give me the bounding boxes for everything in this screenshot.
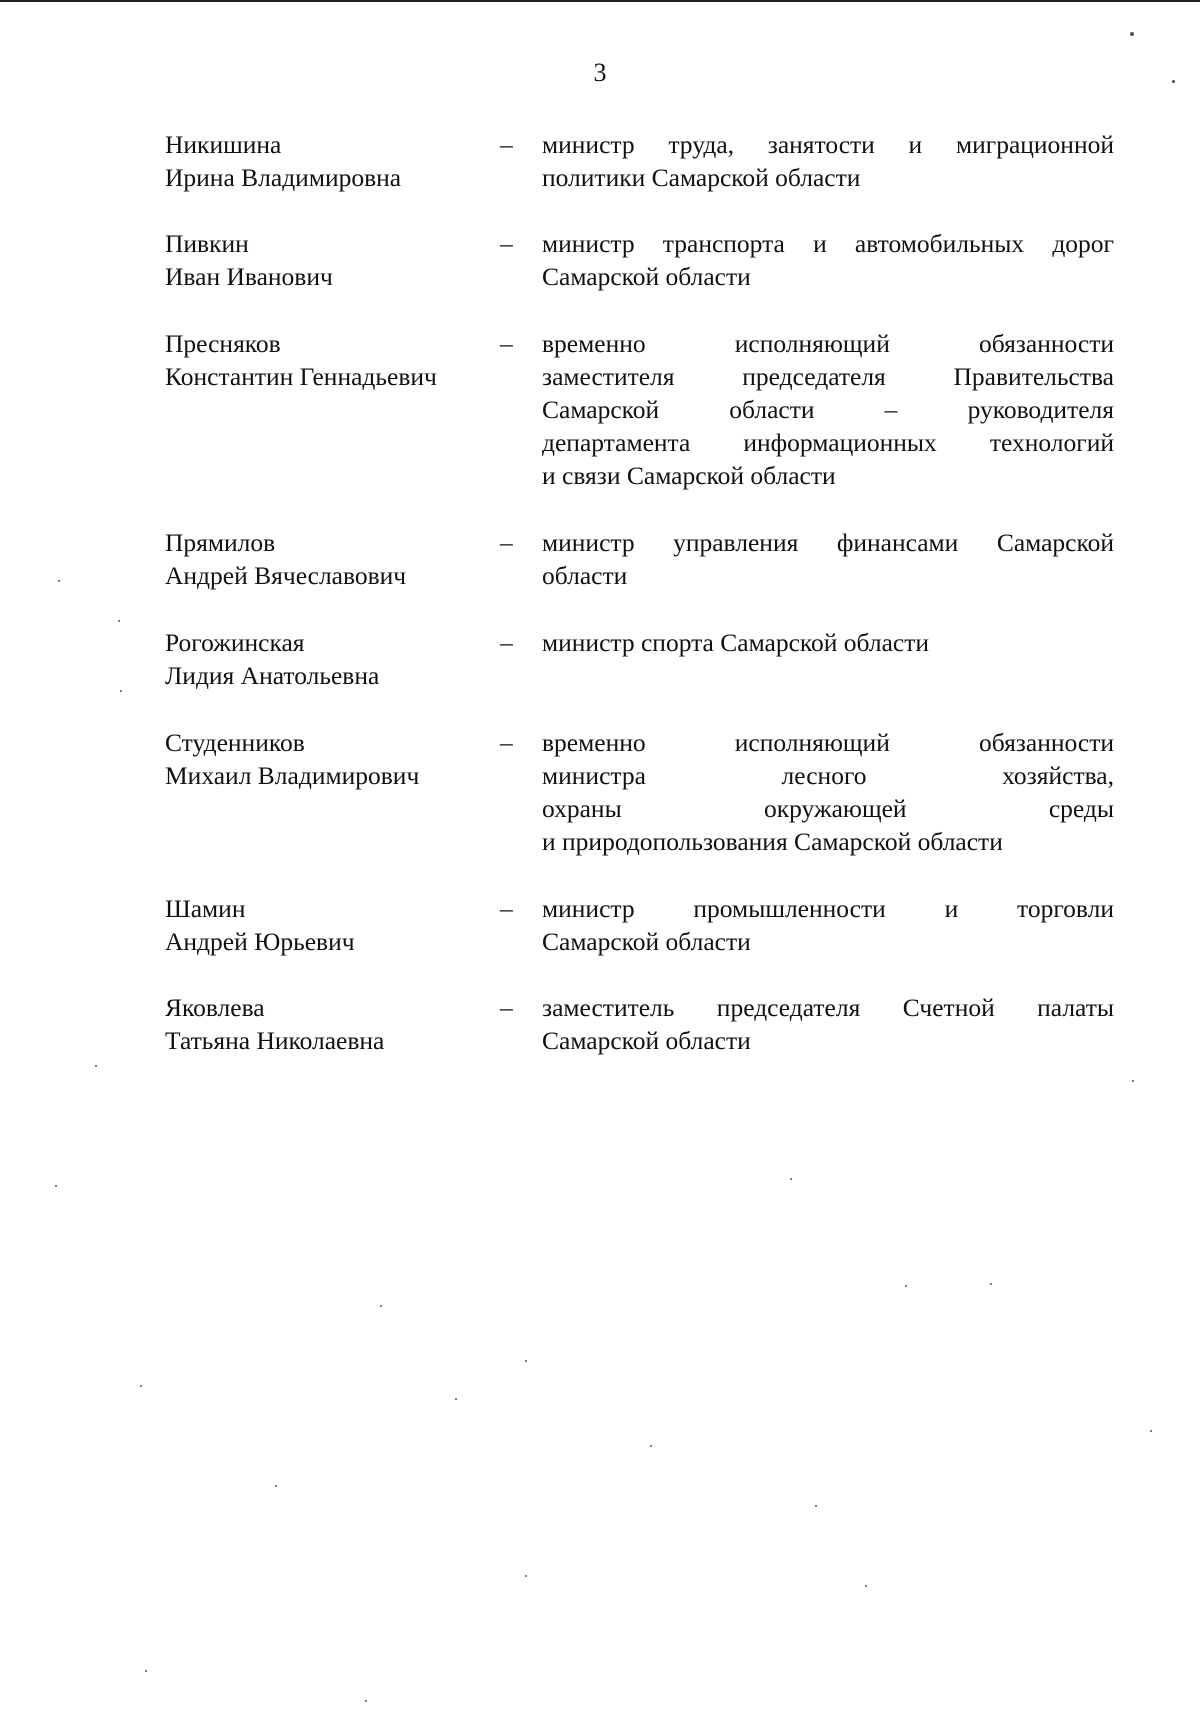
position-line: временно исполняющий обязанности (542, 728, 1114, 757)
official-position (542, 626, 1114, 659)
scan-speck (1132, 1080, 1134, 1082)
position-line: заместитель председателя Счетной палаты (542, 993, 1114, 1022)
position-line: министра лесного хозяйства, (542, 761, 1114, 790)
separator-dash: – (500, 728, 513, 757)
official-position (542, 726, 1114, 858)
scan-speck (650, 1445, 652, 1447)
official-name (165, 526, 495, 592)
official-given-names: Татьяна Николаевна (165, 1026, 385, 1055)
official-position (542, 128, 1114, 194)
official-given-names: Михаил Владимирович (165, 761, 420, 790)
official-surname: Прямилов (165, 528, 276, 557)
scan-speck (1172, 80, 1175, 83)
position-line: политики Самарской области (542, 163, 861, 192)
position-line: министр труда, занятости и миграционной (542, 130, 1114, 159)
scan-speck (95, 1065, 97, 1067)
scan-speck (145, 1670, 147, 1672)
scan-speck (365, 1700, 367, 1702)
official-name (165, 726, 495, 792)
position-line: Самарской области (542, 927, 751, 956)
position-line: департамента информационных технологий (542, 428, 1114, 457)
official-surname: Пресняков (165, 329, 281, 358)
scan-speck (525, 1360, 527, 1362)
official-name (165, 227, 495, 293)
scan-speck (140, 1385, 142, 1387)
position-line: и природопользования Самарской области (542, 827, 1003, 856)
official-surname: Никишина (165, 130, 282, 159)
separator-dash: – (500, 993, 513, 1022)
official-name (165, 626, 495, 692)
official-position (542, 991, 1114, 1057)
scan-speck (118, 620, 120, 622)
scan-speck (905, 1285, 907, 1287)
position-line: и связи Самарской области (542, 461, 836, 490)
top-edge-rule (0, 0, 1200, 2)
official-given-names: Андрей Вячеславович (165, 561, 407, 590)
scan-speck (790, 1178, 792, 1180)
official-surname: Шамин (165, 894, 246, 923)
scan-speck (990, 1283, 992, 1285)
official-name (165, 892, 495, 958)
position-line: министр транспорта и автомобильных дорог (542, 229, 1114, 258)
position-line: Самарской области (542, 262, 751, 291)
scan-speck (380, 1305, 382, 1307)
position-line: министр управления финансами Самарской (542, 528, 1114, 557)
official-name (165, 327, 495, 393)
position-line: временно исполняющий обязанности (542, 329, 1114, 358)
position-line: министр спорта Самарской области (542, 628, 930, 657)
official-position (542, 327, 1114, 492)
position-line: Самарской области (542, 1026, 751, 1055)
scan-speck (1150, 1430, 1152, 1432)
official-surname: Яковлева (165, 993, 265, 1022)
official-given-names: Иван Иванович (165, 262, 333, 291)
separator-dash: – (500, 628, 513, 657)
official-position (542, 526, 1114, 592)
official-surname: Рогожинская (165, 628, 305, 657)
official-given-names: Ирина Владимировна (165, 163, 402, 192)
official-surname: Пивкин (165, 229, 249, 258)
scan-speck (525, 1575, 527, 1577)
official-name (165, 991, 495, 1057)
official-surname: Студенников (165, 728, 305, 757)
official-position (542, 227, 1114, 293)
position-line: заместителя председателя Правительства (542, 362, 1114, 391)
separator-dash: – (500, 894, 513, 923)
official-position (542, 892, 1114, 958)
separator-dash: – (500, 528, 513, 557)
official-name (165, 128, 495, 194)
scan-speck (275, 1485, 277, 1487)
official-given-names: Константин Геннадьевич (165, 362, 437, 391)
page-number: 3 (593, 58, 607, 87)
scan-speck (455, 1398, 457, 1400)
position-line: области (542, 561, 628, 590)
separator-dash: – (500, 329, 513, 358)
scan-speck (815, 1505, 817, 1507)
scan-speck (58, 580, 60, 582)
scan-speck (865, 1585, 867, 1587)
scan-speck (55, 1185, 57, 1187)
separator-dash: – (500, 130, 513, 159)
scan-speck (120, 690, 122, 692)
position-line: Самарской области – руководителя (542, 395, 1114, 424)
scan-speck (1130, 32, 1134, 36)
separator-dash: – (500, 229, 513, 258)
position-line: министр промышленности и торговли (542, 894, 1114, 923)
official-given-names: Лидия Анатольевна (165, 661, 380, 690)
official-given-names: Андрей Юрьевич (165, 927, 355, 956)
position-line: охраны окружающей среды (542, 794, 1114, 823)
